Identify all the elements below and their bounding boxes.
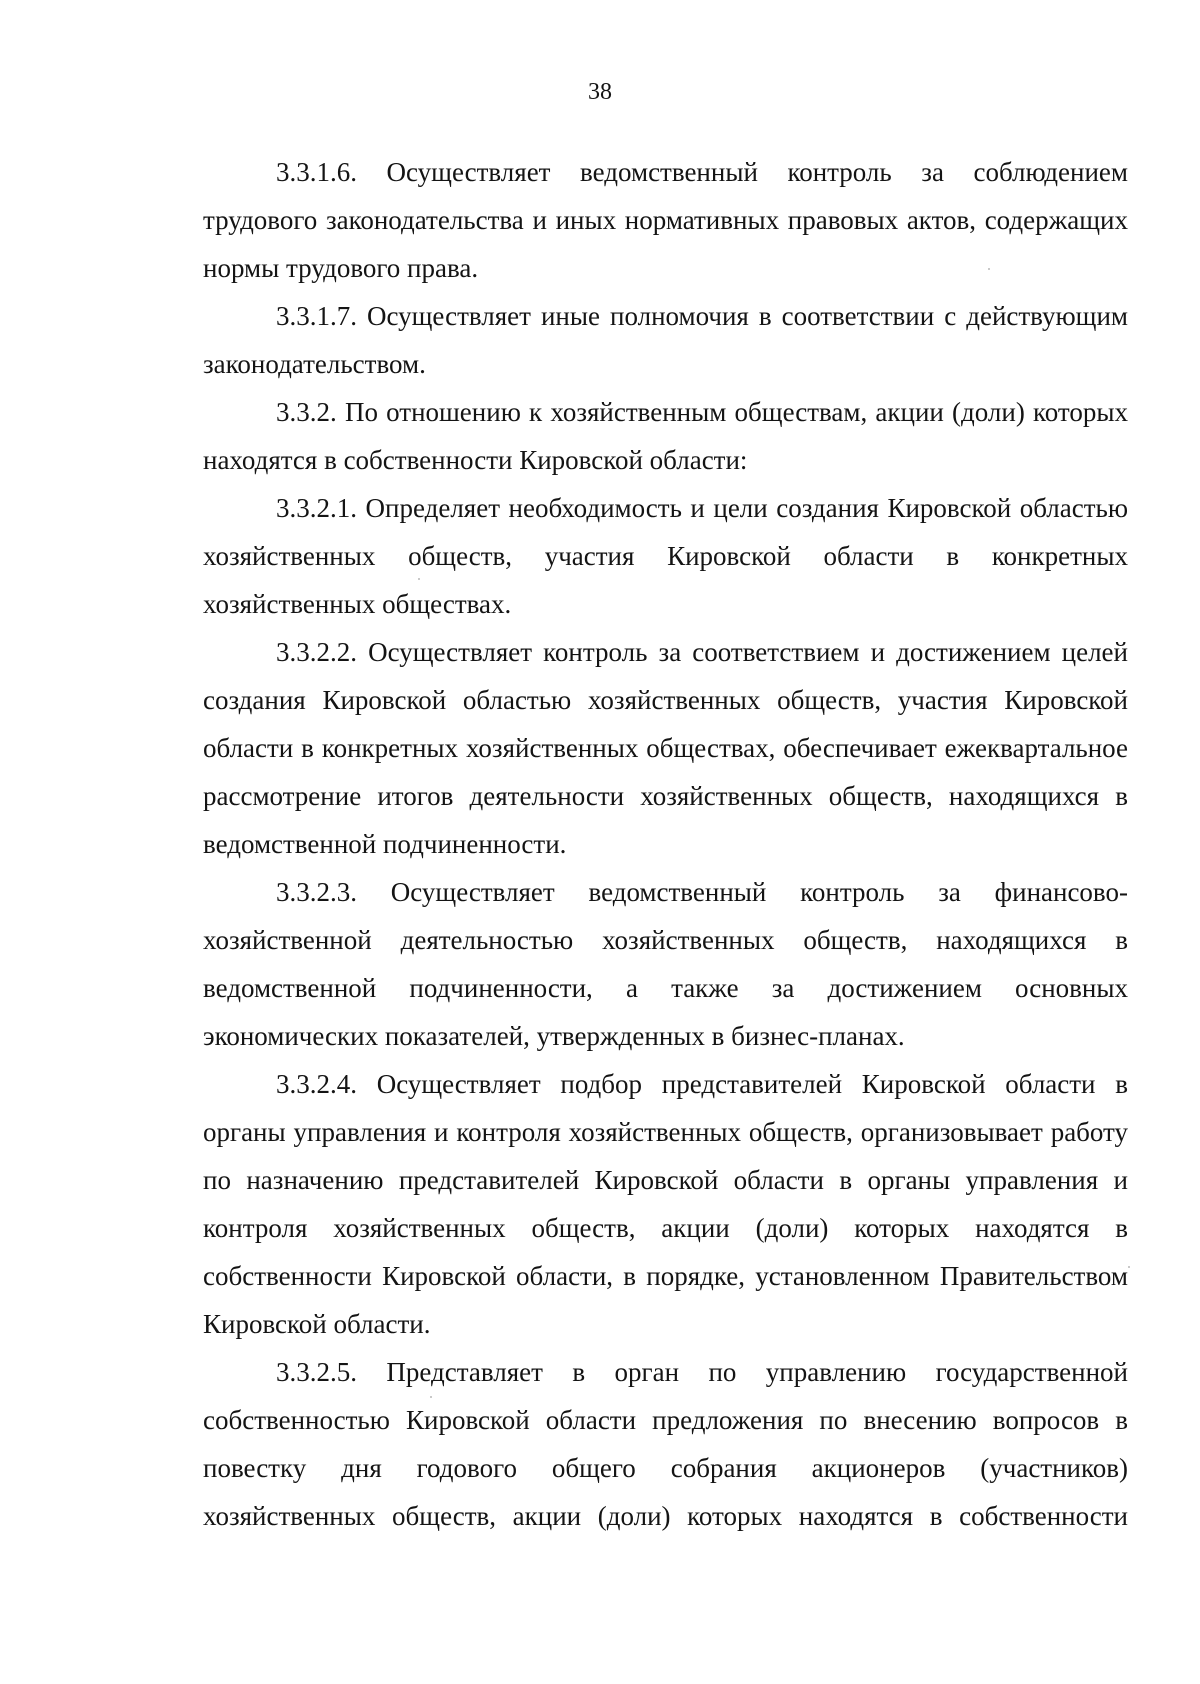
- paragraph-3-3-1-6: 3.3.1.6. Осуществляет ведомственный контроль за соблюдением трудового законодательства и иных нормативных правовых актов, содержащих нормы трудового права.: [203, 157, 1128, 283]
- paragraph-3-3-2-3: 3.3.2.3. Осуществляет ведомственный контроль за финансово-хозяйственной деятельностью хозяйственных обществ, находящихся в ведомственной подчиненности, а также за достижением основных экономических показателей, утвержденных в бизнес-планах.: [203, 877, 1128, 1051]
- paragraph-3-3-2-5: 3.3.2.5. Представляет в орган по управлению государственной собственностью Кировской области предложения по внесению вопросов в повестку дня годового общего собрания акционеров (участников) хозяйственных обществ, акции (доли) которых находятся в собственности: [203, 1357, 1128, 1531]
- scan-speck: [430, 1396, 432, 1398]
- paragraph-3-3-1-7: 3.3.1.7. Осуществляет иные полномочия в соответствии с действующим законодательством.: [203, 301, 1128, 379]
- scan-speck: [988, 268, 990, 270]
- paragraph-3-3-2-1: 3.3.2.1. Определяет необходимость и цели создания Кировской областью хозяйственных обществ, участия Кировской области в конкретных хозяйственных обществах.: [203, 493, 1128, 619]
- document-body: [203, 148, 1128, 1540]
- page-number: 38: [588, 79, 612, 105]
- scan-speck: [1128, 1266, 1130, 1268]
- scan-speck: [418, 578, 420, 580]
- paragraph-3-3-2-4: 3.3.2.4. Осуществляет подбор представителей Кировской области в органы управления и контроля хозяйственных обществ, организовывает работу по назначению представителей Кировской области в органы управления и контроля хозяйственных обществ, акции (доли) которых находятся в собственности Кировской области, в порядке, установленном Правительством Кировской области.: [203, 1069, 1128, 1339]
- paragraph-3-3-2: 3.3.2. По отношению к хозяйственным обществам, акции (доли) которых находятся в собственности Кировской области:: [203, 397, 1128, 475]
- paragraph-3-3-2-2: 3.3.2.2. Осуществляет контроль за соответствием и достижением целей создания Кировской областью хозяйственных обществ, участия Кировской области в конкретных хозяйственных обществах, обеспечивает ежеквартальное рассмотрение итогов деятельности хозяйственных обществ, находящихся в ведомственной подчиненности.: [203, 637, 1128, 859]
